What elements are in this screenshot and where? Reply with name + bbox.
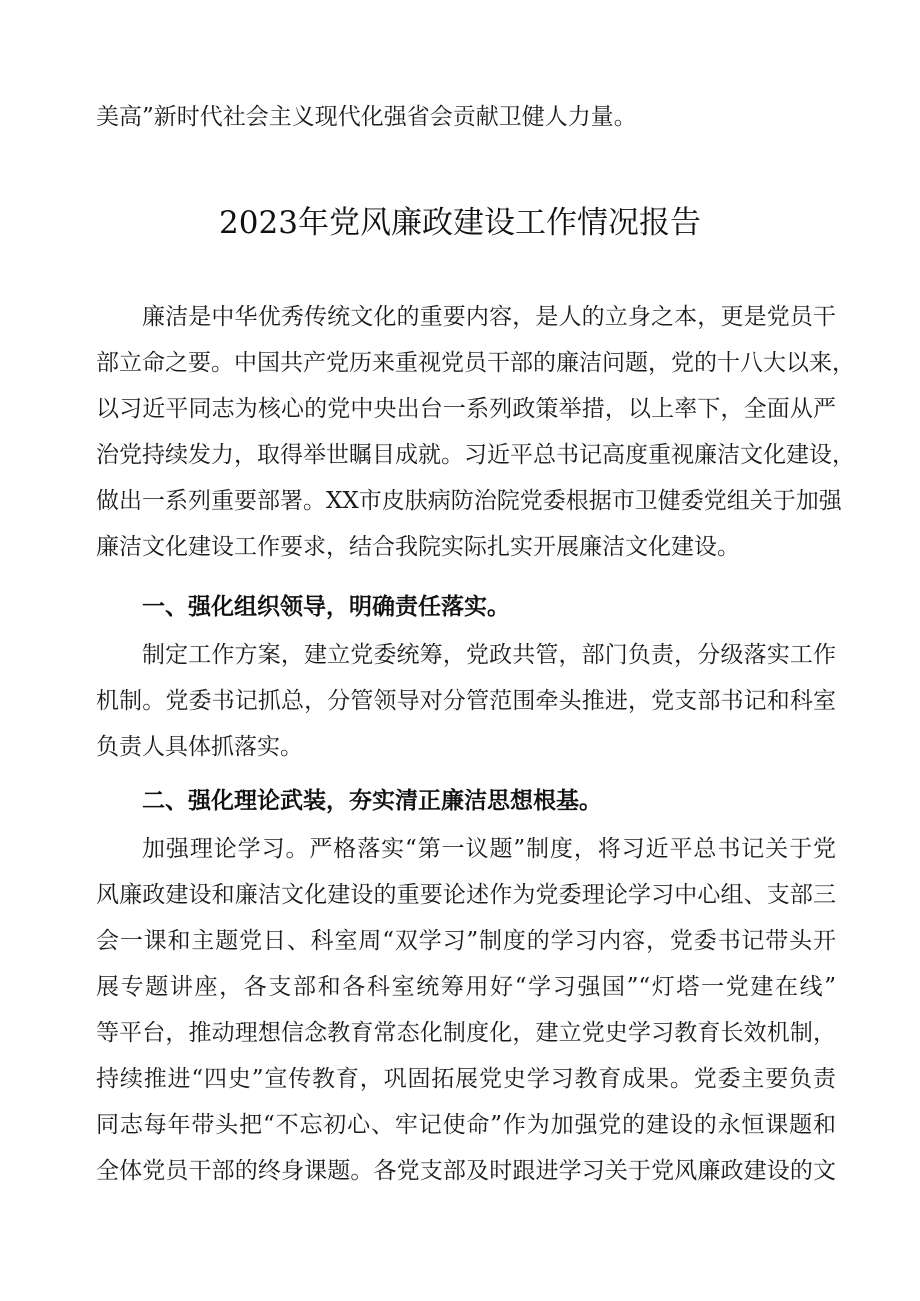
paragraph-2-line: 机制。党委书记抓总，分管领导对分管范围牵头推进，党支部书记和科室: [96, 688, 836, 714]
paragraph-2-line: 负责人具体抓落实。: [96, 734, 303, 760]
paragraph-1-line: 廉洁文化建设工作要求，结合我院实际扎实开展廉洁文化建设。: [96, 534, 740, 560]
paragraph-3-line: 全体党员干部的终身课题。各党支部及时跟进学习关于党风廉政建设的文: [96, 1158, 836, 1184]
paragraph-3-line: 等平台，推动理想信念教育常态化制度化，建立党史学习教育长效机制，: [96, 1020, 836, 1046]
paragraph-3-line: 风廉政建设和廉洁文化建设的重要论述作为党委理论学习中心组、支部三: [96, 882, 836, 908]
paragraph-1-line: 治党持续发力，取得举世瞩目成就。习近平总书记高度重视廉洁文化建设，: [96, 442, 855, 468]
paragraph-3-line: 加强理论学习。严格落实“第一议题”制度，将习近平总书记关于党: [142, 836, 836, 862]
paragraph-3-line: 展专题讲座，各支部和各科室统筹用好“学习强国”“灯塔一党建在线”: [96, 974, 836, 1000]
paragraph-1-line: 做出一系列重要部署。XX市皮肤病防治院党委根据市卫健委党组关于加强: [96, 488, 842, 514]
paragraph-3-line: 会一课和主题党日、科室周“双学习”制度的学习内容，党委书记带头开: [96, 928, 836, 954]
section-heading-1: 一、强化组织领导，明确责任落实。: [142, 594, 510, 620]
continuation-line: 美高”新时代社会主义现代化强省会贡献卫健人力量。: [96, 104, 637, 130]
paragraph-1-line: 部立命之要。中国共产党历来重视党员干部的廉洁问题，党的十八大以来，: [96, 350, 855, 376]
document-title: 2023年党风廉政建设工作情况报告: [219, 205, 701, 241]
paragraph-1-line: 以习近平同志为核心的党中央出台一系列政策举措，以上率下，全面从严: [96, 396, 836, 422]
paragraph-1-line: 廉洁是中华优秀传统文化的重要内容，是人的立身之本，更是党员干: [142, 304, 836, 330]
section-heading-2: 二、强化理论武装，夯实清正廉洁思想根基。: [142, 788, 602, 814]
paragraph-3-line: 持续推进“四史”宣传教育，巩固拓展党史学习教育成果。党委主要负责: [96, 1066, 836, 1092]
paragraph-2-line: 制定工作方案，建立党委统筹，党政共管，部门负责，分级落实工作: [142, 642, 836, 668]
paragraph-3-line: 同志每年带头把“不忘初心、牢记使命”作为加强党的建设的永恒课题和: [96, 1112, 836, 1138]
